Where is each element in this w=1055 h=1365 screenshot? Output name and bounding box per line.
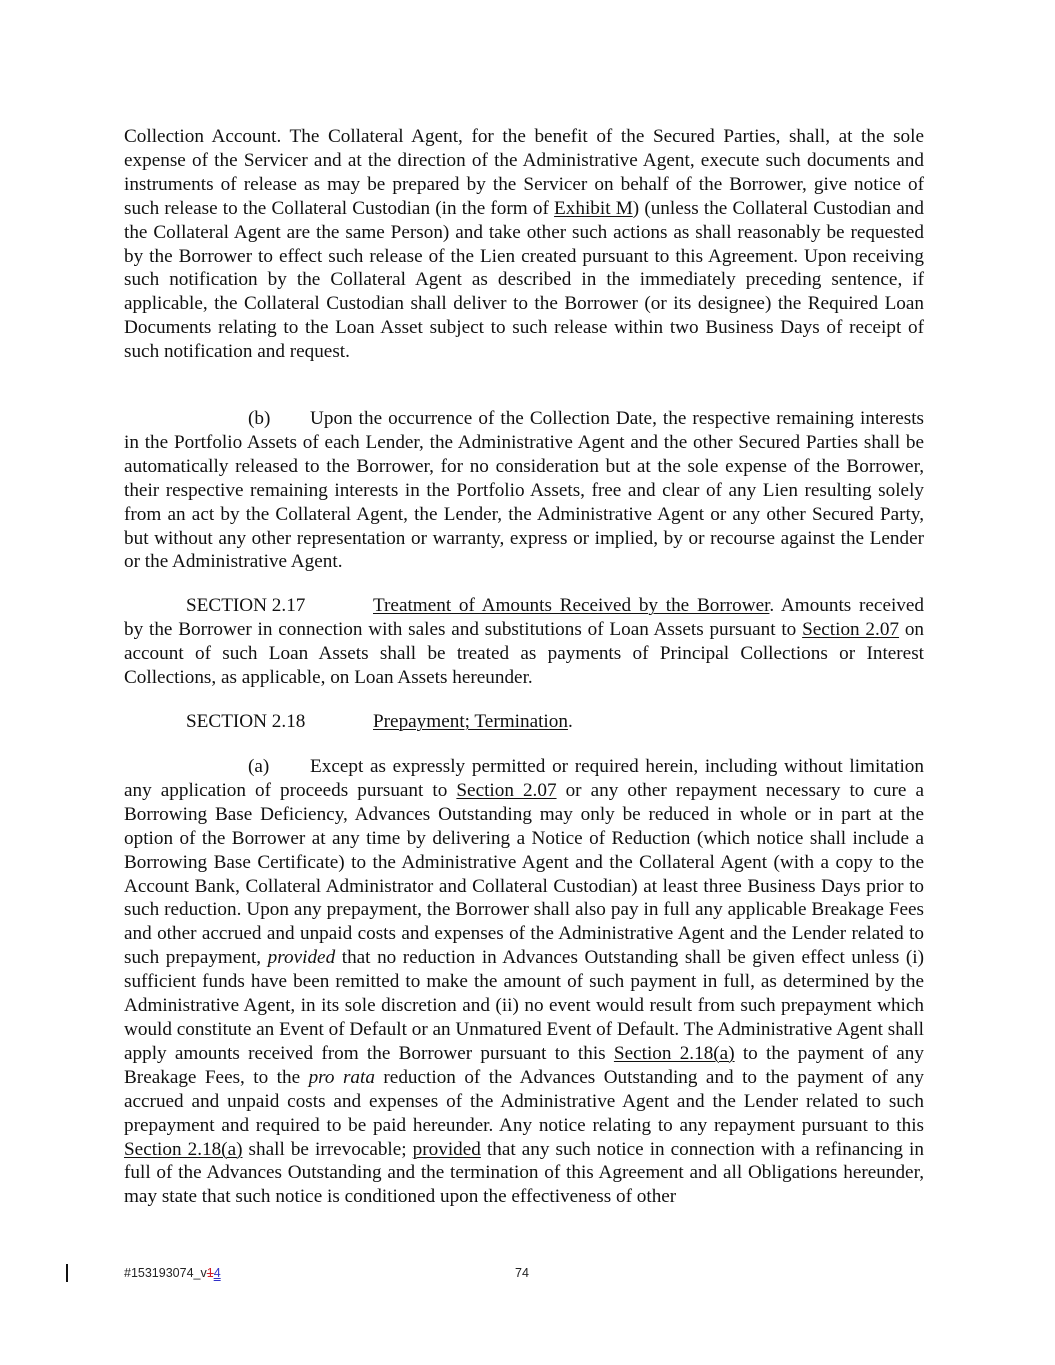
section-2-18a-reference[interactable]: Section 2.18(a) [124,1138,243,1160]
provided-underlined: provided [412,1138,481,1160]
provided-italic: provided [267,947,336,969]
section-heading: Prepayment; Termination [373,711,568,732]
paragraph-b-collection-date [124,407,924,574]
paragraph-collection-account-release [124,125,924,364]
section-2-07-reference[interactable]: Section 2.07 [802,618,900,640]
text: shall be irrevocable; [242,1138,413,1160]
text: . [567,711,573,732]
section-2-18 [124,710,924,734]
revision-deleted-version: 1 [206,1266,214,1280]
clause-marker-b: (b) [248,408,271,429]
revision-change-bar [66,1264,68,1282]
section-2-17 [124,594,924,690]
text: that any such notice in connection with a refinancing in full of the Advances Outstanding and the termination of this Agreement and all Obligations hereunder, may state that such notice is conditioned upon the effectiveness of other [124,1138,924,1208]
text: to the payment of any Breakage Fees, to the [124,1042,924,1088]
footer-page-number: 74 [515,1266,529,1280]
section-number: SECTION 2.17 [186,595,306,616]
text: or any other repayment necessary to cure a Borrowing Base Deficiency, Advances Outstanding may only be reduced in whole or in part at the option of the Borrower at any time by delivering a Notice of Reduction (which notice shall include a Borrowing Base Certificate) to the Administrative Agent and the Collateral Agent (with a copy to the Account Bank, Collateral Administrator and Collateral Custodian) at least three Business Days prior to such reduction. Upon any prepayment, the Borrower shall also pay in full any applicable Breakage Fees and other accrued and unpaid costs and expenses of the Administrative Agent and the Lender related to such prepayment, [124,779,924,969]
doc-id-prefix: #153193074_v [124,1266,207,1280]
section-2-07-reference[interactable]: Section 2.07 [456,779,557,801]
revision-inserted-version: 4 [213,1266,221,1280]
section-number: SECTION 2.18 [186,711,306,732]
text: Upon the occurrence of the Collection Date, the respective remaining interests in the Portfolio Assets of each Lender, the Administrative Agent and the other Secured Parties shall be automatically released to the Borrower, for no consideration but at the sole expense of the Borrower, their respective remaining interests in the Portfolio Assets, free and clear of any Lien resulting solely from an act by the Collateral Agent, the Lender, the Administrative Agent or any other Secured Party, but without any other representation or warranty, express or implied, by or recourse against the Lender or the Administrative Agent. [124,408,924,573]
text: . Amounts received by the Borrower in connection with sales and substitutions of Loan Assets pursuant to [124,595,924,640]
clause-marker-a: (a) [248,756,270,777]
footer-document-id [124,1266,221,1280]
text: Except as expressly permitted or required herein, including without limitation any application of proceeds pursuant to [124,756,924,801]
text: on account of such Loan Assets shall be treated as payments of Principal Collections or Interest Collections, as applicable, on Loan Assets hereunder. [124,618,925,688]
section-heading: Treatment of Amounts Received by the Borrower [373,595,770,616]
text: ) (unless the Collateral Custodian and the Collateral Agent are the same Person) and take other such actions as shall reasonably be requested by the Borrower to effect such release of the Lien created pursuant to this Agreement. Upon receiving such notification by the Collateral Agent as described in the immediately preceding sentence, if applicable, the Collateral Custodian shall deliver to the Borrower (or its designee) the Required Loan Documents relating to the Loan Asset subject to such release within two Business Days of receipt of such notification and request. [124,197,924,363]
section-2-18a-reference[interactable]: Section 2.18(a) [613,1042,735,1064]
text: reduction of the Advances Outstanding and to the payment of any accrued and unpaid costs and expenses of the Administrative Agent and the Lender related to such prepayment and required to be paid hereunder. Any notice relating to any repayment pursuant to this [124,1066,925,1136]
paragraph-a-prepayment [124,755,924,1209]
text: that no reduction in Advances Outstanding shall be given effect unless (i) sufficient funds have been remitted to make the amount of such payment in full, as determined by the Administrative Agent, in its sole discretion and (ii) no event would result from such prepayment which would constitute an Event of Default or an Unmatured Event of Default. The Administrative Agent shall apply amounts received from the Borrower pursuant to this [124,947,925,1064]
text: Collection Account. The Collateral Agent, for the benefit of the Secured Parties, shall, at the sole expense of the Servicer and at the direction of the Administrative Agent, execute such documents and instruments of release as may be prepared by the Servicer on behalf of the Borrower, give notice of such release to the Collateral Custodian (in the form of [124,126,924,219]
pro-rata-italic: pro rata [308,1066,375,1088]
exhibit-m-reference[interactable]: Exhibit M [554,197,633,219]
